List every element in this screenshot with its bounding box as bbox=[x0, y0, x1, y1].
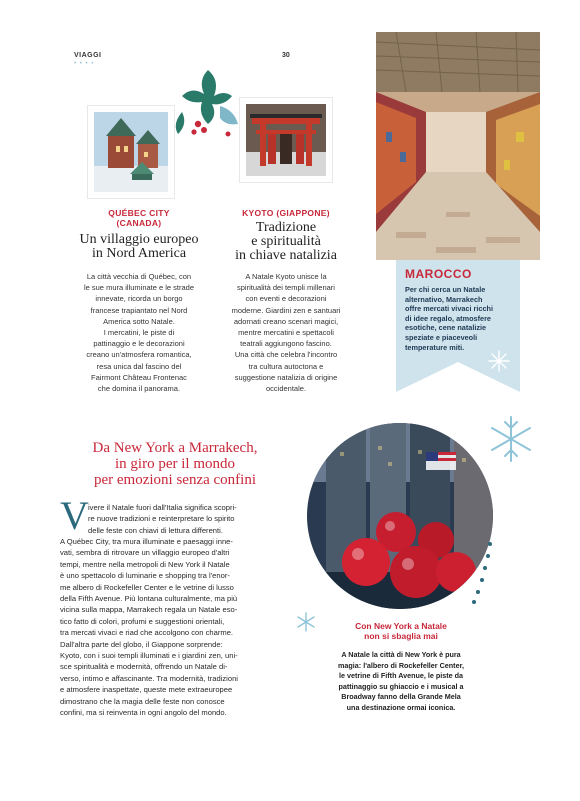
newyork-text: A Natale la città di New York è pura magia: l'albero di Rockefeller Center, le vetrine di Fifth Avenue, le piste da pattinaggio su ghiaccio e i musical a Broadway fanno della Grande Mela una destinazione ormai iconica. bbox=[338, 650, 464, 712]
newyork-kicker: Con New York a Natale non si sbaglia mai bbox=[355, 621, 447, 641]
article-body: A Québec City, tra mura illuminate e paesaggi inne- vati, sembra di ritrovare un villaggio europeo d'altri tempi, mentre nella metropoli di New York il Natale è uno spettacolo di luminarie e shopping tra l'enor- me albero di Rockefeller Center e le vetrine di lusso della Fifth Avenue. Più lontana culturalmente, ma più vicina sulla mappa, Marrakech regala un Natale eso- tico fatto di colori, profumi e suggestioni orientali, tra mercati vivaci e riad che accolgono con charme. Dall'altra parte del globo, il Giappone sorprende: Kyoto, con i suoi templi illuminati e i giardini zen, uni- sce spiritualità e modernità, offrendo un Natale di- verso, intimo e affascinante. Tra modernità, tradizioni e atmosfere inaspettate, queste mete extraeuropee dimostrano che la magia delle feste non conosce confini, ma si reinventa in ogni angolo del mondo. bbox=[60, 537, 238, 718]
article-title: Da New York a Marrakech, in giro per il mondo per emozioni senza confini bbox=[92, 440, 258, 488]
kyoto-kicker: KYOTO (GIAPPONE) bbox=[242, 208, 330, 218]
dot-arc-decoration bbox=[460, 540, 500, 630]
article-intro-line: delle feste con chiavi di lettura differenti. bbox=[88, 525, 223, 535]
marrakech-market-photo bbox=[376, 32, 540, 260]
kyoto-text: A Natale Kyoto unisce la spiritualità dei templi millenari con eventi e decorazioni moderne. Giardini zen e santuari adornati creano scenari magici, mentre mercatini e spettacoli teatrali aggiungono fascino. Una città che celebra l'incontro tra cultura autoctona e suggestione natalizia di origine occidentale. bbox=[231, 272, 341, 394]
kyoto-title: Tradizione e spiritualità in chiave natalizia bbox=[235, 220, 337, 263]
article-dropcap: V bbox=[60, 493, 89, 538]
quebec-kicker: QUÉBEC CITY (CANADA) bbox=[108, 208, 170, 228]
quebec-title: Un villaggio europeo in Nord America bbox=[79, 232, 199, 261]
article-intro bbox=[88, 502, 298, 536]
marocco-title: MAROCCO bbox=[405, 267, 472, 281]
kyoto-photo bbox=[246, 104, 326, 176]
quebec-stamp bbox=[88, 106, 174, 198]
marocco-text: Per chi cerca un Natale alternativo, Marrakech offre mercati vivaci ricchi di idee regalo, atmosfere esotiche, cene natalizie speziate e piaceveoli temperature miti. bbox=[405, 285, 494, 352]
snowflake-left-icon bbox=[296, 612, 316, 632]
holly-decoration-icon bbox=[168, 66, 242, 144]
quebec-photo bbox=[94, 112, 168, 192]
snowflake-small-icon bbox=[488, 350, 510, 372]
section-dots: • • • • bbox=[74, 61, 95, 67]
snowflake-large-icon bbox=[486, 414, 536, 464]
quebec-text: La città vecchia di Québec, con le sue mura illuminate e le strade innevate, ricorda un borgo francese trapiantato nel Nord America sotto Natale. I mercatini, le piste di pattinaggio e le decorazioni creano un'atmosfera romantica, resa unica dal fascino del Fairmont Château Frontenac che domina il panorama. bbox=[83, 272, 195, 394]
kyoto-stamp bbox=[240, 98, 332, 182]
section-label: VIAGGI bbox=[74, 52, 102, 59]
page-number: 30 bbox=[282, 52, 290, 59]
article-intro-line: ivere il Natale fuori dall'Italia significa scopri- bbox=[88, 503, 237, 512]
article-intro-line: re nuove tradizioni e reinterpretare lo spirito bbox=[88, 514, 235, 524]
